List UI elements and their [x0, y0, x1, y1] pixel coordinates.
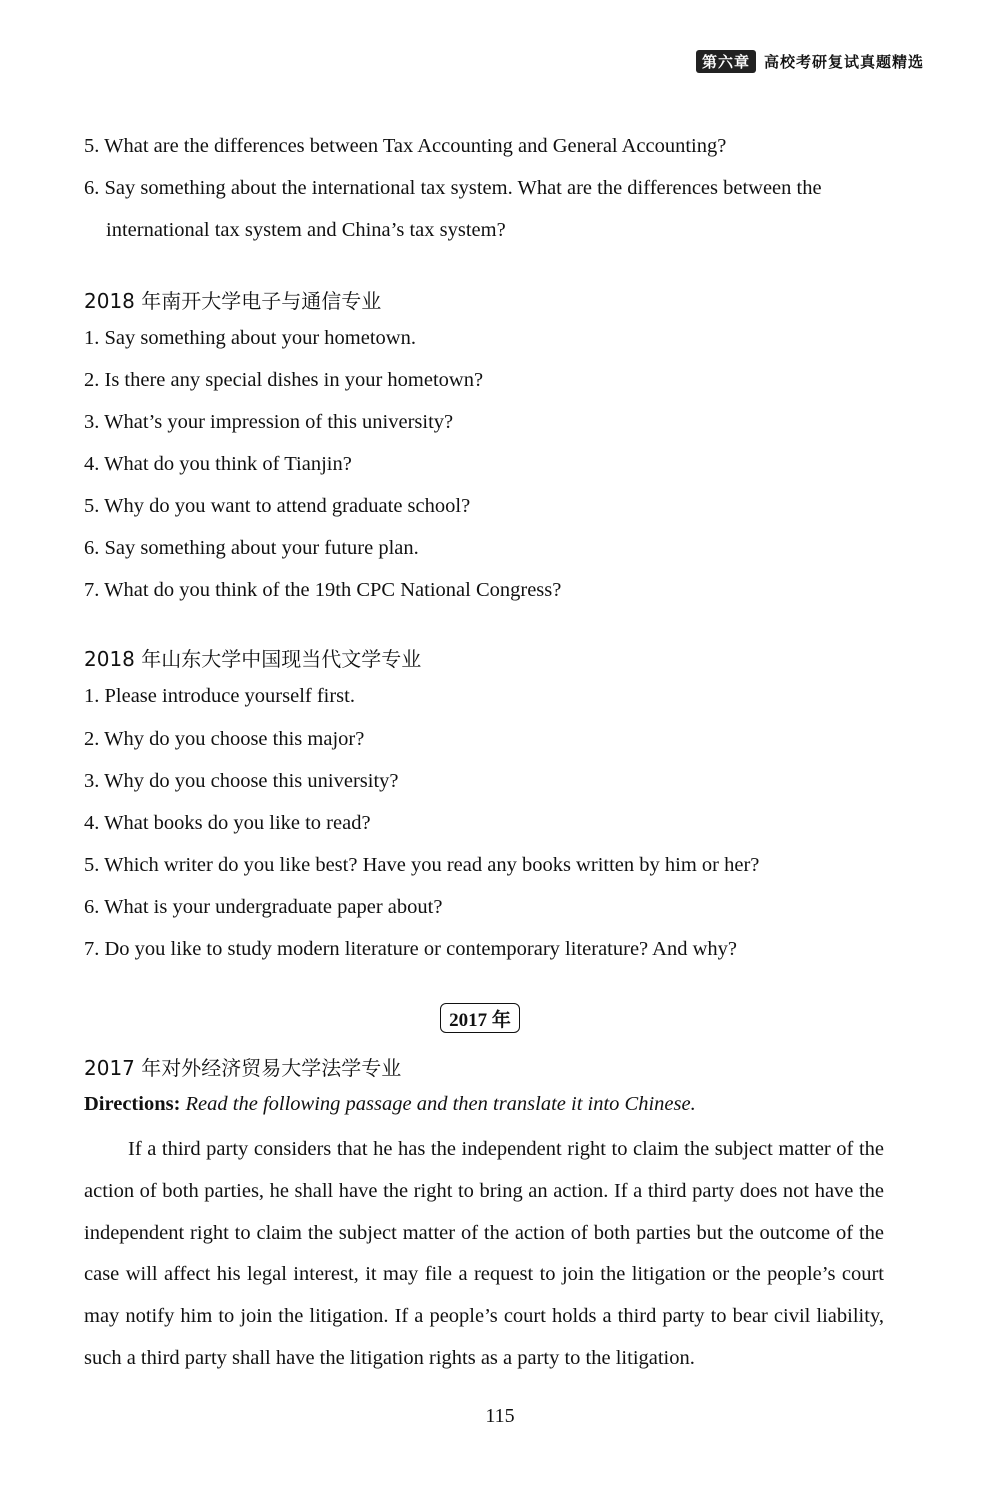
book-title: 高校考研复试真题精选: [763, 53, 924, 71]
question-item: 4. What do you think of Tianjin?: [84, 453, 352, 475]
passage-paragraph: If a third party considers that he has the independent right to claim the subject matter of the action of both parties, he shall have the right to bring an action. If a third party does not have the independent right to claim the subject matter of the action of both parties but the outcome of the case will affect his legal interest, it may file a request to join the litigation or the people’s court may notify him to join the litigation. If a people’s court holds a third party to bear civil liability, such a third party shall have the litigation rights as a party to the litigation.: [84, 1138, 884, 1369]
question-item: 1. Please introduce yourself first.: [84, 685, 355, 707]
question-item: 2. Why do you choose this major?: [84, 728, 365, 750]
question-item: 6. Say something about your future plan.: [84, 537, 419, 559]
directions-text: Read the following passage and then translate it into Chinese.: [185, 1093, 696, 1115]
year-heading: 2017 年: [440, 1003, 520, 1033]
question-item: 7. What do you think of the 19th CPC National Congress?: [84, 579, 562, 601]
page-number: 115: [485, 1405, 515, 1427]
section-title: 2018 年南开大学电子与通信专业: [84, 289, 382, 313]
question-item: 6. Say something about the international tax system. What are the differences between the: [84, 177, 822, 199]
section-title: 2018 年山东大学中国现当代文学专业: [84, 647, 422, 671]
question-item: 4. What books do you like to read?: [84, 812, 371, 834]
question-item: 5. What are the differences between Tax Accounting and General Accounting?: [84, 135, 727, 157]
question-item: 3. What’s your impression of this university?: [84, 411, 454, 433]
question-item-continuation: international tax system and China’s tax system?: [106, 219, 506, 241]
section-title: 2017 年对外经济贸易大学法学专业: [84, 1056, 402, 1080]
question-item: 5. Why do you want to attend graduate school?: [84, 495, 471, 517]
running-header: [696, 50, 924, 73]
question-item: 3. Why do you choose this university?: [84, 770, 399, 792]
question-item: 2. Is there any special dishes in your hometown?: [84, 369, 484, 391]
question-item: 7. Do you like to study modern literature or contemporary literature? And why?: [84, 938, 737, 960]
directions: [84, 1093, 696, 1116]
question-item: 6. What is your undergraduate paper about?: [84, 896, 443, 918]
directions-label: Directions:: [84, 1093, 181, 1115]
question-item: 1. Say something about your hometown.: [84, 327, 416, 349]
chapter-badge: 第六章: [696, 50, 756, 73]
question-item: 5. Which writer do you like best? Have you read any books written by him or her?: [84, 854, 760, 876]
